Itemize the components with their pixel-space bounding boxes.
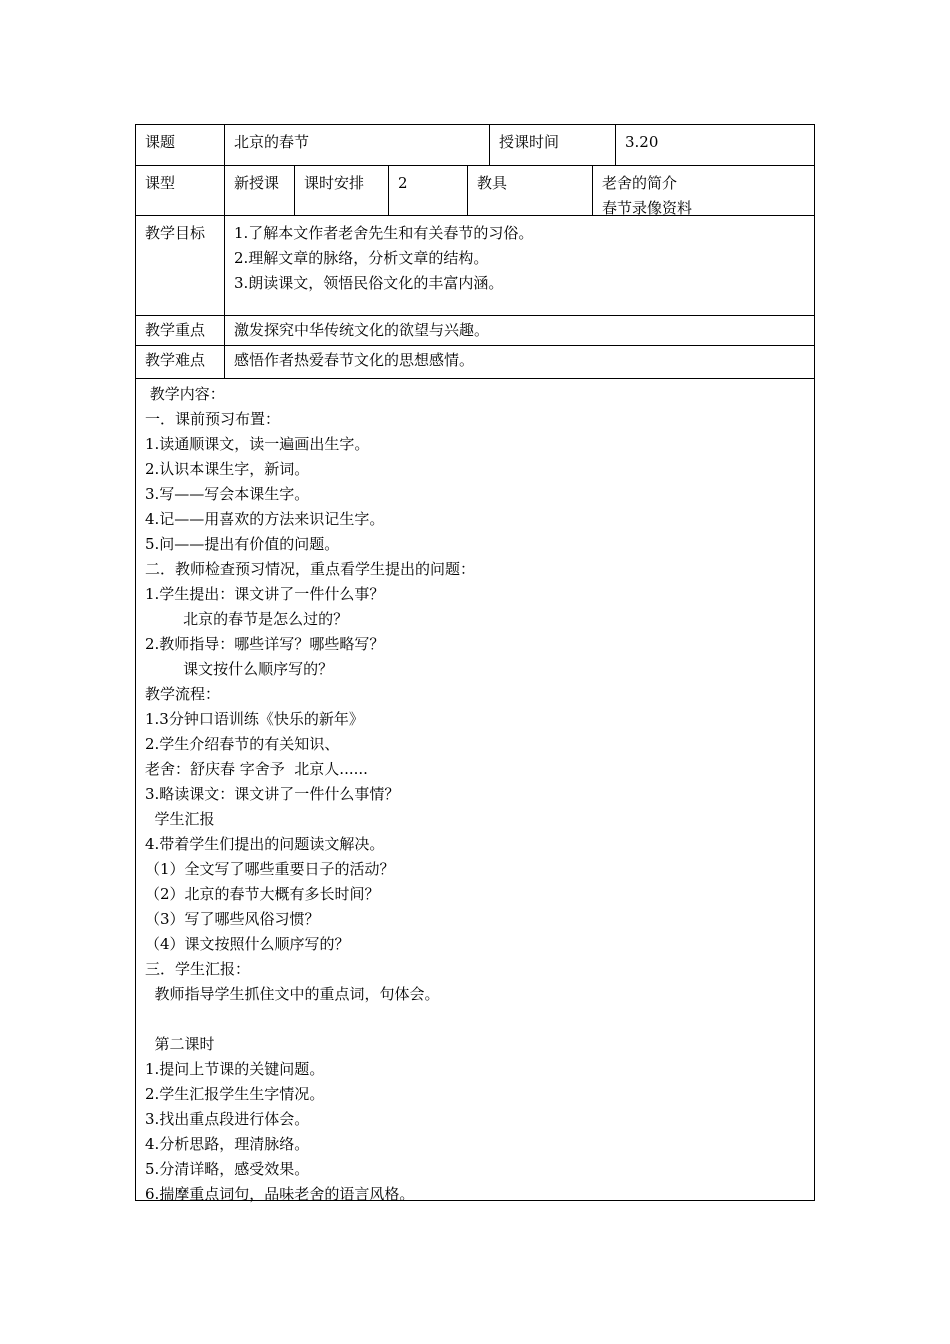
type-row	[136, 166, 814, 216]
goal-item: 3.朗读课文，领悟民俗文化的丰富内涵。	[234, 274, 504, 292]
content-line: 5.分清详略，感受效果。	[145, 1160, 310, 1178]
difficulty-row	[136, 346, 814, 379]
goals-label: 教学目标	[136, 216, 225, 315]
difficulty-value: 感悟作者热爱春节文化的思想感情。	[234, 351, 475, 369]
content-line: 6.揣摩重点词句，品味老舍的语言风格。	[145, 1185, 415, 1203]
content-line: 5.问——提出有价值的问题。	[145, 535, 340, 553]
content-line: 一．课前预习布置：	[145, 410, 281, 428]
key-point-row	[136, 316, 814, 346]
goal-item: 2.理解文章的脉络，分析文章的结构。	[234, 249, 489, 267]
content-line: （2）北京的春节大概有多长时间？	[145, 885, 380, 903]
content-line: 二．教师检查预习情况，重点看学生提出的问题：	[145, 560, 476, 578]
content-line: 第二课时	[145, 1035, 215, 1053]
content-line: 3.写——写会本课生字。	[145, 485, 310, 503]
key-point-value: 激发探究中华传统文化的欲望与兴趣。	[234, 321, 490, 339]
tools-value-item: 老舍的简介	[602, 174, 678, 192]
content-line: 教学流程：	[145, 685, 221, 703]
content-line: （1）全文写了哪些重要日子的活动？	[145, 860, 395, 878]
type-label: 课型	[136, 166, 225, 215]
hours-label: 课时安排	[295, 166, 389, 215]
time-value: 3.20	[625, 133, 659, 151]
content-line: 1.读通顺课文，读一遍画出生字。	[145, 435, 370, 453]
content-line: 1.提问上节课的关键问题。	[145, 1060, 325, 1078]
content-line: 2.学生汇报学生生字情况。	[145, 1085, 325, 1103]
content-line: 4.记——用喜欢的方法来识记生字。	[145, 510, 385, 528]
content-line: 3.略读课文：课文讲了一件什么事情？	[145, 785, 400, 803]
content-line: 学生汇报	[145, 810, 215, 828]
content-line: 教学内容：	[145, 385, 225, 403]
content-line: 老舍：舒庆春 字舍予 北京人......	[145, 760, 368, 778]
time-label: 授课时间	[490, 125, 616, 165]
content-line: 3.找出重点段进行体会。	[145, 1110, 310, 1128]
content-line: 1.学生提出：课文讲了一件什么事？	[145, 585, 385, 603]
content-line: （3）写了哪些风俗习惯？	[145, 910, 320, 928]
topic-label: 课题	[136, 125, 225, 165]
content-line: 课文按什么顺序写的？	[145, 660, 334, 678]
teaching-content	[136, 379, 814, 1207]
topic-value: 北京的春节	[225, 125, 490, 165]
hours-value: 2	[389, 166, 468, 215]
goals-list	[225, 216, 814, 315]
goal-item: 1.了解本文作者老舍先生和有关春节的习俗。	[234, 224, 534, 242]
topic-row	[136, 125, 814, 166]
content-line: （4）课文按照什么顺序写的？	[145, 935, 350, 953]
content-line: 2.学生介绍春节的有关知识、	[145, 735, 340, 753]
content-line: 1.3分钟口语训练《快乐的新年》	[145, 710, 364, 728]
content-line: 2.教师指导：哪些详写？哪些略写？	[145, 635, 385, 653]
content-line: 2.认识本课生字，新词。	[145, 460, 310, 478]
goals-row	[136, 216, 814, 316]
content-line: 北京的春节是怎么过的？	[145, 610, 349, 628]
content-line: 4.分析思路，理清脉络。	[145, 1135, 310, 1153]
content-line	[145, 1007, 814, 1032]
type-value: 新授课	[225, 166, 295, 215]
tools-value-item: 春节录像资料	[602, 199, 693, 217]
content-line: 三．学生汇报：	[145, 960, 251, 978]
key-point-label: 教学重点	[136, 316, 225, 345]
lesson-plan-table	[135, 124, 815, 1201]
content-line: 教师指导学生抓住文中的重点词，句体会。	[145, 985, 440, 1003]
tools-values	[593, 166, 814, 215]
tools-label: 教具	[468, 166, 593, 215]
difficulty-label: 教学难点	[136, 346, 225, 378]
content-line: 4.带着学生们提出的问题读文解决。	[145, 835, 385, 853]
